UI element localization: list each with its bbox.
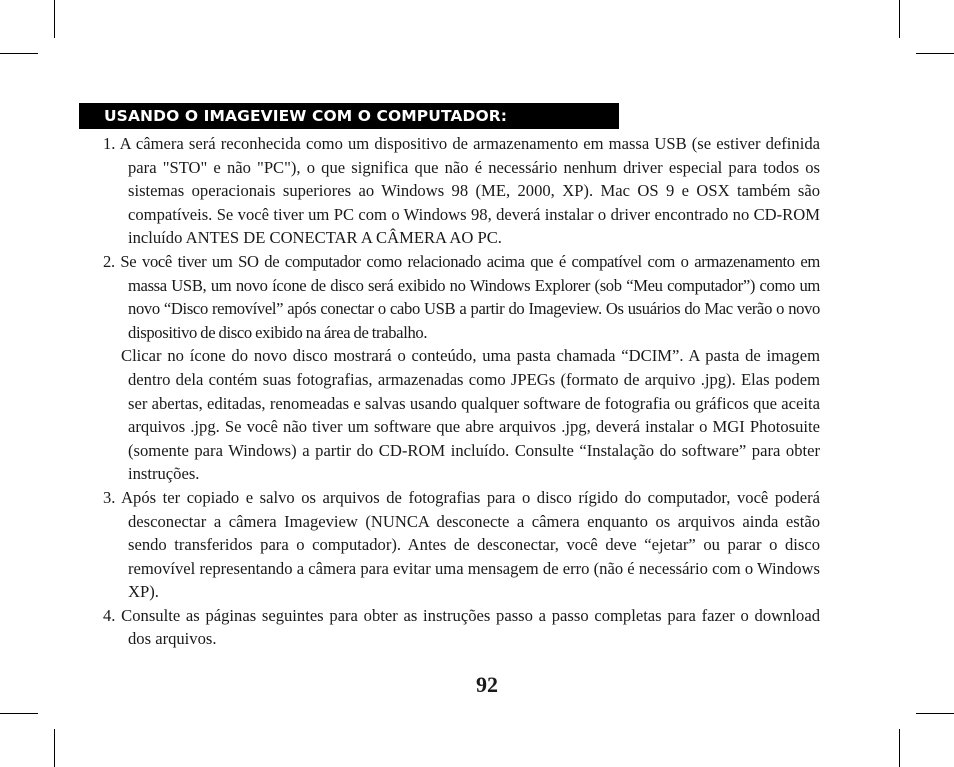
crop-mark-top-right-vertical [899,0,900,38]
paragraph-step-4: 4. Consulte as páginas seguintes para obter as instruções passo a passo completas para fazer o download dos arquivos. [103,605,820,649]
crop-mark-bottom-right-vertical [899,729,900,767]
crop-mark-top-right-horizontal [916,53,954,54]
paragraph-step-2: 2. Se você tiver um SO de computador como relacionado acima que é compatível com o armazenamento em massa USB, um novo ícone de disco será exibido no Windows Explorer (sob “Meu computador”) como um novo “Disco removível” após conectar o cabo USB a partir do Imageview. Os usuários do Mac verão o novo dispositivo de disco exibido na área de trabalho. [103,251,820,342]
crop-mark-top-left-vertical [54,0,55,38]
crop-mark-bottom-left-vertical [54,729,55,767]
paragraph-step-2-continued: Clicar no ícone do novo disco mostrará o conteúdo, uma pasta chamada “DCIM”. A pasta de imagem dentro dela contém suas fotografias, armazenadas como JPEGs (formato de arquivo .jpg). Elas podem ser abertas, editadas, renomeadas e salvas usando qualquer software de fotografia ou gráficos que aceita arquivos .jpg. Se você não tiver um software que abre arquivos .jpg, deverá instalar o MGI Photosuite (somente para Windows) a partir do CD-ROM incluído. Consulte “Instalação do software” para obter instruções. [121,346,820,484]
crop-mark-bottom-left-horizontal [0,713,38,714]
body-text [103,132,820,651]
paragraph-step-1: 1. A câmera será reconhecida como um dispositivo de armazenamento em massa USB (se estiver definida para "STO" e não "PC"), o que significa que não é necessário nenhum driver especial para todos os sistemas operacionais superiores ao Windows 98 (ME, 2000, XP). Mac OS 9 e OSX também são compatíveis. Se você tiver um PC com o Windows 98, deverá instalar o driver encontrado no CD-ROM incluído ANTES DE CONECTAR A CÂMERA AO PC. [103,134,820,248]
crop-mark-bottom-right-horizontal [916,713,954,714]
page-number: 92 [476,672,498,697]
section-heading: USANDO O IMAGEVIEW COM O COMPUTADOR: [79,103,619,129]
paragraph-step-3: 3. Após ter copiado e salvo os arquivos de fotografias para o disco rígido do computador, você poderá desconectar a câmera Imageview (NUNCA desconecte a câmera enquanto os arquivos ainda estão sendo transferidos para o computador). Antes de desconectar, você deve “ejetar” ou parar o disco removível representando a câmera para evitar uma mensagem de erro (não é necessário com o Windows XP). [103,487,820,602]
crop-mark-top-left-horizontal [0,53,38,54]
